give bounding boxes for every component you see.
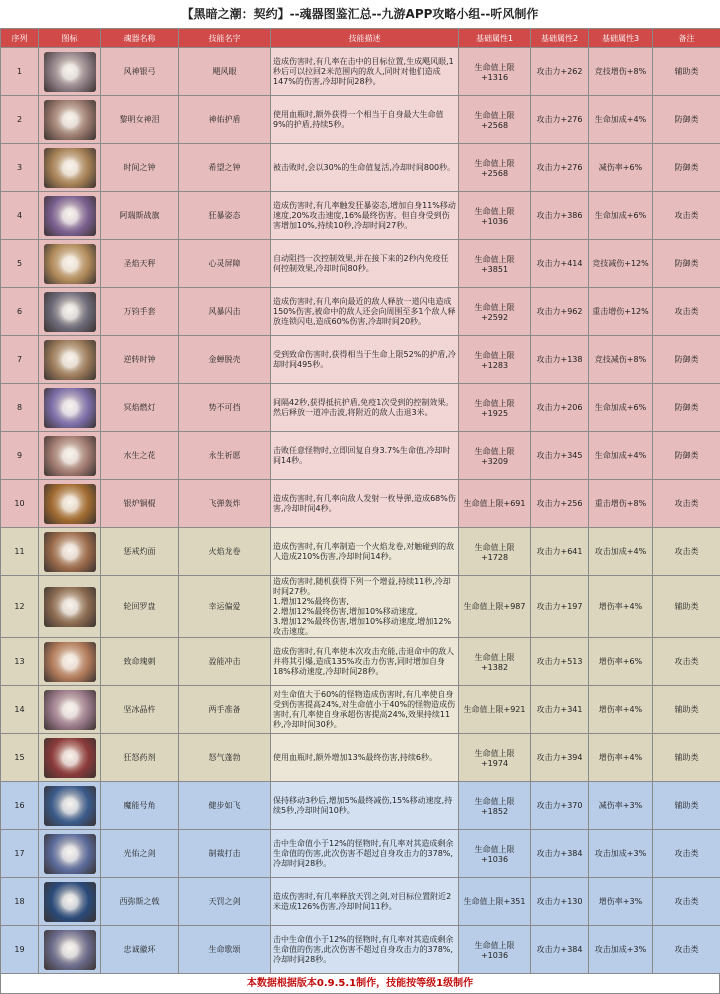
cell-skill-desc: 保持移动3秒后,增加5%最终减伤,15%移动速度,持续5秒,冷却时间10秒。 xyxy=(271,782,459,830)
table-row xyxy=(1,528,720,576)
cell-skill-desc: 击败任意怪物时,立即回复自身3.7%生命值,冷却时间14秒。 xyxy=(271,432,459,480)
cell-note: 辅助类 xyxy=(653,686,720,734)
cell-attr3: 攻击加成+4% xyxy=(589,528,653,576)
cell-skill-name: 飓风眼 xyxy=(179,48,271,96)
cell-index: 8 xyxy=(1,384,39,432)
soul-item-icon xyxy=(44,388,96,428)
cell-attr1: 生命值上限+2592 xyxy=(459,288,531,336)
cell-skill-name: 势不可挡 xyxy=(179,384,271,432)
soul-item-icon xyxy=(44,882,96,922)
cell-name: 时间之钟 xyxy=(101,144,179,192)
cell-note: 防御类 xyxy=(653,336,720,384)
cell-attr2: 攻击力+345 xyxy=(531,432,589,480)
cell-icon xyxy=(39,528,101,576)
cell-index: 14 xyxy=(1,686,39,734)
cell-skill-name: 心灵屏障 xyxy=(179,240,271,288)
cell-skill-name: 飞弹轰炸 xyxy=(179,480,271,528)
cell-attr1: 生命值上限+1382 xyxy=(459,638,531,686)
table-row xyxy=(1,782,720,830)
cell-icon xyxy=(39,384,101,432)
cell-icon xyxy=(39,686,101,734)
cell-attr1: 生命值上限+691 xyxy=(459,480,531,528)
cell-note: 防御类 xyxy=(653,96,720,144)
cell-skill-desc: 受到致命伤害时,获得相当于生命上限52%的护盾,冷却时间495秒。 xyxy=(271,336,459,384)
cell-skill-name: 怒气蓬勃 xyxy=(179,734,271,782)
cell-name: 西弥斯之戟 xyxy=(101,878,179,926)
cell-note: 攻击类 xyxy=(653,528,720,576)
cell-attr2: 攻击力+276 xyxy=(531,144,589,192)
cell-skill-name: 火焰龙卷 xyxy=(179,528,271,576)
cell-skill-name: 健步如飞 xyxy=(179,782,271,830)
soul-item-icon xyxy=(44,738,96,778)
cell-note: 攻击类 xyxy=(653,830,720,878)
cell-skill-desc: 造成伤害时,随机获得下列一个增益,持续11秒,冷却时间27秒。 1.增加12%最终伤害, 2.增加12%最终伤害,增加10%移动速度, 3.增加12%最终伤害,增加10%移动速度,增加12%攻击速度。 xyxy=(271,576,459,638)
cell-attr1: 生命值上限+987 xyxy=(459,576,531,638)
cell-attr1: 生命值上限+921 xyxy=(459,686,531,734)
cell-attr2: 攻击力+197 xyxy=(531,576,589,638)
cell-name: 坚冰晶杵 xyxy=(101,686,179,734)
cell-attr1: 生命值上限+3851 xyxy=(459,240,531,288)
header-attr1: 基础属性1 xyxy=(459,29,531,48)
cell-attr3: 增伤率+4% xyxy=(589,734,653,782)
cell-attr1: 生命值上限+3209 xyxy=(459,432,531,480)
cell-index: 18 xyxy=(1,878,39,926)
cell-attr1: 生命值上限+1925 xyxy=(459,384,531,432)
cell-attr3: 减伤率+3% xyxy=(589,782,653,830)
cell-index: 7 xyxy=(1,336,39,384)
cell-skill-desc: 使用血瓶时,额外获得一个相当于自身最大生命值9%的护盾,持续5秒。 xyxy=(271,96,459,144)
cell-icon xyxy=(39,336,101,384)
cell-icon xyxy=(39,432,101,480)
cell-name: 黎明女神泪 xyxy=(101,96,179,144)
cell-skill-name: 希望之钟 xyxy=(179,144,271,192)
cell-index: 13 xyxy=(1,638,39,686)
cell-note: 攻击类 xyxy=(653,192,720,240)
cell-icon xyxy=(39,926,101,974)
cell-index: 2 xyxy=(1,96,39,144)
header-name: 魂器名称 xyxy=(101,29,179,48)
cell-name: 万钧手套 xyxy=(101,288,179,336)
table-row xyxy=(1,96,720,144)
header-skill-desc: 技能描述 xyxy=(271,29,459,48)
cell-icon xyxy=(39,96,101,144)
header-icon: 图标 xyxy=(39,29,101,48)
cell-index: 12 xyxy=(1,576,39,638)
header-skill-name: 技能名字 xyxy=(179,29,271,48)
cell-skill-desc: 对生命值大于60%的怪物造成伤害时,有几率使自身受到伤害提高24%,对生命值小于40%的怪物造成伤害时,有几率使自身承超伤害提高24%,效果持续11秒,冷却时间30秒。 xyxy=(271,686,459,734)
cell-attr1: 生命值上限+1283 xyxy=(459,336,531,384)
cell-index: 4 xyxy=(1,192,39,240)
cell-attr2: 攻击力+394 xyxy=(531,734,589,782)
cell-attr3: 重击增伤+12% xyxy=(589,288,653,336)
cell-attr3: 重击增伤+8% xyxy=(589,480,653,528)
cell-name: 银炉铜棍 xyxy=(101,480,179,528)
cell-attr3: 增伤率+3% xyxy=(589,878,653,926)
cell-skill-name: 幸运偏爱 xyxy=(179,576,271,638)
soul-item-icon xyxy=(44,587,96,627)
table-row xyxy=(1,432,720,480)
header-attr3: 基础属性3 xyxy=(589,29,653,48)
cell-name: 冥焰燃灯 xyxy=(101,384,179,432)
cell-attr2: 攻击力+414 xyxy=(531,240,589,288)
cell-attr2: 攻击力+370 xyxy=(531,782,589,830)
table-row xyxy=(1,734,720,782)
cell-icon xyxy=(39,288,101,336)
cell-icon xyxy=(39,638,101,686)
cell-note: 攻击类 xyxy=(653,638,720,686)
soul-item-icon xyxy=(44,100,96,140)
soul-item-icon xyxy=(44,834,96,874)
cell-note: 防御类 xyxy=(653,144,720,192)
table-row xyxy=(1,144,720,192)
cell-name: 阿瑞斯战旗 xyxy=(101,192,179,240)
cell-skill-desc: 造成伤害时,有几率在击中的目标位置,生成飓风眼,1秒后可以拉回2米范围内的敌人,同时对他们造成147%的伤害,冷却时间28秒。 xyxy=(271,48,459,96)
cell-attr1: 生命值上限+1316 xyxy=(459,48,531,96)
soul-item-icon xyxy=(44,292,96,332)
cell-index: 6 xyxy=(1,288,39,336)
soul-item-icon xyxy=(44,532,96,572)
cell-index: 11 xyxy=(1,528,39,576)
cell-attr1: 生命值上限+2568 xyxy=(459,144,531,192)
cell-skill-desc: 造成伤害时,有几率向敌人发射一枚导弹,造成68%伤害,冷却时间4秒。 xyxy=(271,480,459,528)
cell-name: 致命瑰刺 xyxy=(101,638,179,686)
cell-skill-desc: 造成伤害时,有几率释放天罚之剑,对目标位置附近2米造成126%伤害,冷却时间11秒。 xyxy=(271,878,459,926)
soul-item-icon xyxy=(44,786,96,826)
cell-attr2: 攻击力+384 xyxy=(531,830,589,878)
cell-attr1: 生命值上限+1852 xyxy=(459,782,531,830)
table-row xyxy=(1,878,720,926)
header-index: 序列 xyxy=(1,29,39,48)
cell-skill-name: 制裁打击 xyxy=(179,830,271,878)
cell-attr2: 攻击力+138 xyxy=(531,336,589,384)
cell-skill-name: 天罚之剑 xyxy=(179,878,271,926)
cell-note: 辅助类 xyxy=(653,48,720,96)
cell-name: 轮回罗盘 xyxy=(101,576,179,638)
table-row xyxy=(1,288,720,336)
cell-note: 攻击类 xyxy=(653,288,720,336)
header-note: 备注 xyxy=(653,29,720,48)
cell-skill-desc: 造成伤害时,有几率向最近的敌人释放一道闪电造成150%伤害,被命中的敌人还会向周围至多1个敌人释放连锁闪电,造成60%伤害,冷却时间20秒。 xyxy=(271,288,459,336)
cell-note: 攻击类 xyxy=(653,926,720,974)
table-body xyxy=(1,48,720,974)
cell-icon xyxy=(39,192,101,240)
cell-attr2: 攻击力+276 xyxy=(531,96,589,144)
soul-item-icon xyxy=(44,642,96,682)
cell-attr3: 生命加成+6% xyxy=(589,384,653,432)
cell-attr2: 攻击力+386 xyxy=(531,192,589,240)
cell-attr3: 生命加成+6% xyxy=(589,192,653,240)
cell-note: 辅助类 xyxy=(653,782,720,830)
cell-icon xyxy=(39,48,101,96)
cell-skill-name: 金蝉脱壳 xyxy=(179,336,271,384)
cell-index: 3 xyxy=(1,144,39,192)
cell-index: 15 xyxy=(1,734,39,782)
cell-skill-name: 永生祈愿 xyxy=(179,432,271,480)
cell-skill-name: 风暴闪击 xyxy=(179,288,271,336)
soul-item-icon xyxy=(44,244,96,284)
cell-skill-name: 两手准备 xyxy=(179,686,271,734)
cell-index: 16 xyxy=(1,782,39,830)
cell-index: 9 xyxy=(1,432,39,480)
cell-note: 防御类 xyxy=(653,384,720,432)
cell-index: 19 xyxy=(1,926,39,974)
cell-attr2: 攻击力+384 xyxy=(531,926,589,974)
cell-skill-name: 狂暴姿态 xyxy=(179,192,271,240)
cell-attr1: 生命值上限+1036 xyxy=(459,926,531,974)
cell-attr2: 攻击力+513 xyxy=(531,638,589,686)
cell-attr2: 攻击力+262 xyxy=(531,48,589,96)
cell-attr3: 增伤率+4% xyxy=(589,576,653,638)
soul-item-table xyxy=(0,28,720,974)
cell-skill-name: 生命歌颂 xyxy=(179,926,271,974)
version-footer: 本数据根据版本0.9.5.1制作，技能按等级1级制作 xyxy=(0,974,720,994)
cell-icon xyxy=(39,144,101,192)
cell-name: 逆转时钟 xyxy=(101,336,179,384)
cell-attr3: 竞技减伤+8% xyxy=(589,336,653,384)
cell-skill-desc: 造成伤害时,有几率触发狂暴姿态,增加自身11%移动速度,20%攻击速度,16%最终伤害。但自身受到伤害增加10%,持续10秒,冷却时间27秒。 xyxy=(271,192,459,240)
soul-item-icon xyxy=(44,484,96,524)
cell-skill-desc: 间隔42秒,获得抵抗护盾,免疫1次受到的控制效果。然后释放一道冲击波,将附近的敌人击退3米。 xyxy=(271,384,459,432)
table-row xyxy=(1,48,720,96)
cell-attr1: 生命值上限+1974 xyxy=(459,734,531,782)
cell-index: 1 xyxy=(1,48,39,96)
cell-skill-desc: 使用血瓶时,额外增加13%最终伤害,持续6秒。 xyxy=(271,734,459,782)
table-row xyxy=(1,384,720,432)
cell-icon xyxy=(39,782,101,830)
cell-attr3: 攻击加成+3% xyxy=(589,830,653,878)
cell-skill-desc: 击中生命值小于12%的怪物时,有几率对其造成剩余生命值的伤害,此次伤害不超过自身攻击力的378%,冷却时间28秒。 xyxy=(271,830,459,878)
cell-skill-name: 神佑护盾 xyxy=(179,96,271,144)
cell-icon xyxy=(39,830,101,878)
cell-attr3: 增伤率+4% xyxy=(589,686,653,734)
cell-name: 水生之花 xyxy=(101,432,179,480)
cell-attr1: 生命值上限+351 xyxy=(459,878,531,926)
soul-item-icon xyxy=(44,196,96,236)
cell-attr2: 攻击力+641 xyxy=(531,528,589,576)
cell-attr3: 竞技增伤+8% xyxy=(589,48,653,96)
cell-name: 狂怒药剂 xyxy=(101,734,179,782)
cell-skill-desc: 自动阻挡一次控制效果,并在接下来的2秒内免疫任何控制效果,冷却时间80秒。 xyxy=(271,240,459,288)
cell-index: 10 xyxy=(1,480,39,528)
table-row xyxy=(1,926,720,974)
soul-item-icon xyxy=(44,690,96,730)
cell-icon xyxy=(39,480,101,528)
page-title: 【黑暗之潮：契约】--魂器图鉴汇总--九游APP攻略小组--听风制作 xyxy=(0,0,720,28)
soul-item-icon xyxy=(44,148,96,188)
cell-index: 17 xyxy=(1,830,39,878)
table-row xyxy=(1,830,720,878)
cell-attr1: 生命值上限+1036 xyxy=(459,830,531,878)
cell-note: 辅助类 xyxy=(653,734,720,782)
cell-icon xyxy=(39,734,101,782)
cell-attr3: 增伤率+6% xyxy=(589,638,653,686)
table-row xyxy=(1,480,720,528)
cell-attr1: 生命值上限+2568 xyxy=(459,96,531,144)
table-row xyxy=(1,638,720,686)
cell-name: 圣焰天秤 xyxy=(101,240,179,288)
table-header-row xyxy=(1,29,720,48)
cell-attr3: 生命加成+4% xyxy=(589,96,653,144)
cell-name: 风神银弓 xyxy=(101,48,179,96)
cell-attr2: 攻击力+206 xyxy=(531,384,589,432)
table-row xyxy=(1,336,720,384)
cell-name: 魔能号角 xyxy=(101,782,179,830)
cell-attr2: 攻击力+256 xyxy=(531,480,589,528)
cell-note: 攻击类 xyxy=(653,480,720,528)
cell-icon xyxy=(39,878,101,926)
cell-note: 防御类 xyxy=(653,240,720,288)
soul-item-icon xyxy=(44,436,96,476)
cell-attr1: 生命值上限+1036 xyxy=(459,192,531,240)
header-attr2: 基础属性2 xyxy=(531,29,589,48)
soul-item-icon xyxy=(44,930,96,970)
cell-note: 辅助类 xyxy=(653,576,720,638)
cell-index: 5 xyxy=(1,240,39,288)
soul-item-icon xyxy=(44,52,96,92)
cell-attr2: 攻击力+130 xyxy=(531,878,589,926)
cell-icon xyxy=(39,576,101,638)
cell-attr3: 生命加成+4% xyxy=(589,432,653,480)
cell-name: 光佑之剑 xyxy=(101,830,179,878)
cell-name: 惩戒灼面 xyxy=(101,528,179,576)
cell-attr1: 生命值上限+1728 xyxy=(459,528,531,576)
cell-skill-desc: 被击败时,会以30%的生命值复活,冷却时间800秒。 xyxy=(271,144,459,192)
soul-item-icon xyxy=(44,340,96,380)
cell-attr3: 攻击加成+3% xyxy=(589,926,653,974)
cell-icon xyxy=(39,240,101,288)
cell-skill-desc: 造成伤害时,有几率使本次攻击充能,击退命中的敌人并将其引爆,造成135%攻击力伤害,同时增加自身18%移动速度,冷却时间28秒。 xyxy=(271,638,459,686)
table-row xyxy=(1,240,720,288)
cell-attr2: 攻击力+341 xyxy=(531,686,589,734)
cell-attr3: 竞技减伤+12% xyxy=(589,240,653,288)
cell-attr2: 攻击力+962 xyxy=(531,288,589,336)
cell-note: 攻击类 xyxy=(653,878,720,926)
cell-note: 防御类 xyxy=(653,432,720,480)
cell-name: 忠诚徽环 xyxy=(101,926,179,974)
cell-skill-desc: 造成伤害时,有几率制造一个火焰龙卷,对触碰到的敌人造成210%伤害,冷却时间14秒。 xyxy=(271,528,459,576)
table-row xyxy=(1,576,720,638)
cell-skill-desc: 击中生命值小于12%的怪物时,有几率对其造成剩余生命值的伤害,此次伤害不超过自身攻击力的378%,冷却时间28秒。 xyxy=(271,926,459,974)
cell-attr3: 减伤率+6% xyxy=(589,144,653,192)
table-row xyxy=(1,686,720,734)
cell-skill-name: 盈能冲击 xyxy=(179,638,271,686)
table-row xyxy=(1,192,720,240)
